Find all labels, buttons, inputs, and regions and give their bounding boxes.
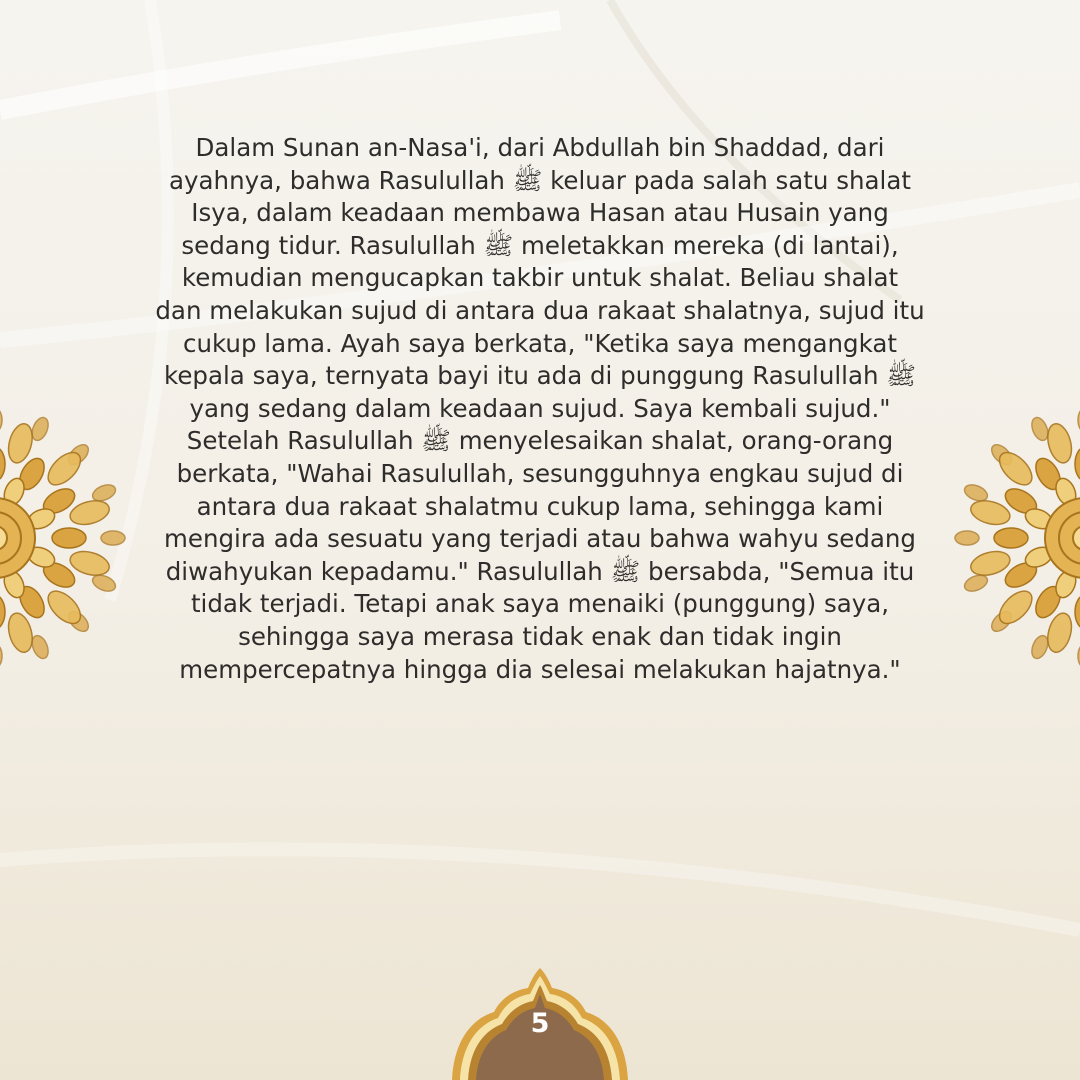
paragraph-line: yang sedang dalam keadaan sujud. Saya kembali sujud." [189, 393, 891, 423]
paragraph-line: berkata, "Wahai Rasulullah, sesungguhnya engkau sujud di [176, 458, 904, 488]
paragraph-line: Setelah Rasulullah ﷺ menyelesaikan shalat, orang-orang [186, 426, 894, 456]
paragraph-line: mengira ada sesuatu yang terjadi atau bahwa wahyu sedang [164, 524, 916, 554]
paragraph-line: ayahnya, bahwa Rasulullah ﷺ keluar pada salah satu shalat [169, 165, 911, 195]
paragraph-line: kemudian mengucapkan takbir untuk shalat. Beliau shalat [181, 263, 899, 293]
paragraph-line: Isya, dalam keadaan membawa Hasan atau Husain yang [191, 198, 889, 228]
paragraph-line: dan melakukan sujud di antara dua rakaat shalatnya, sujud itu [155, 295, 925, 325]
paragraph-line: Dalam Sunan an-Nasa'i, dari Abdullah bin Shaddad, dari [195, 133, 885, 162]
paragraph-line: tidak terjadi. Tetapi anak saya menaiki (punggung) saya, [190, 589, 890, 619]
paragraph-line: antara dua rakaat shalatmu cukup lama, sehingga kami [196, 491, 884, 521]
hadith-paragraph [120, 132, 960, 686]
paragraph-line: cukup lama. Ayah saya berkata, "Ketika saya mengangkat [183, 328, 897, 358]
paragraph-line: sehingga saya merasa tidak enak dan tidak ingin [238, 621, 842, 651]
paragraph-line: diwahyukan kepadamu." Rasulullah ﷺ bersabda, "Semua itu [165, 556, 915, 586]
mandala-ornament-left [0, 398, 135, 678]
page-number: 5 [530, 1008, 550, 1039]
paragraph-line: sedang tidur. Rasulullah ﷺ meletakkan mereka (di lantai), [181, 230, 899, 260]
mandala-ornament-right [945, 398, 1080, 678]
paragraph-line: mempercepatnya hingga dia selesai melakukan hajatnya." [179, 654, 901, 684]
paragraph-line: kepala saya, ternyata bayi itu ada di punggung Rasulullah ﷺ [164, 361, 916, 391]
